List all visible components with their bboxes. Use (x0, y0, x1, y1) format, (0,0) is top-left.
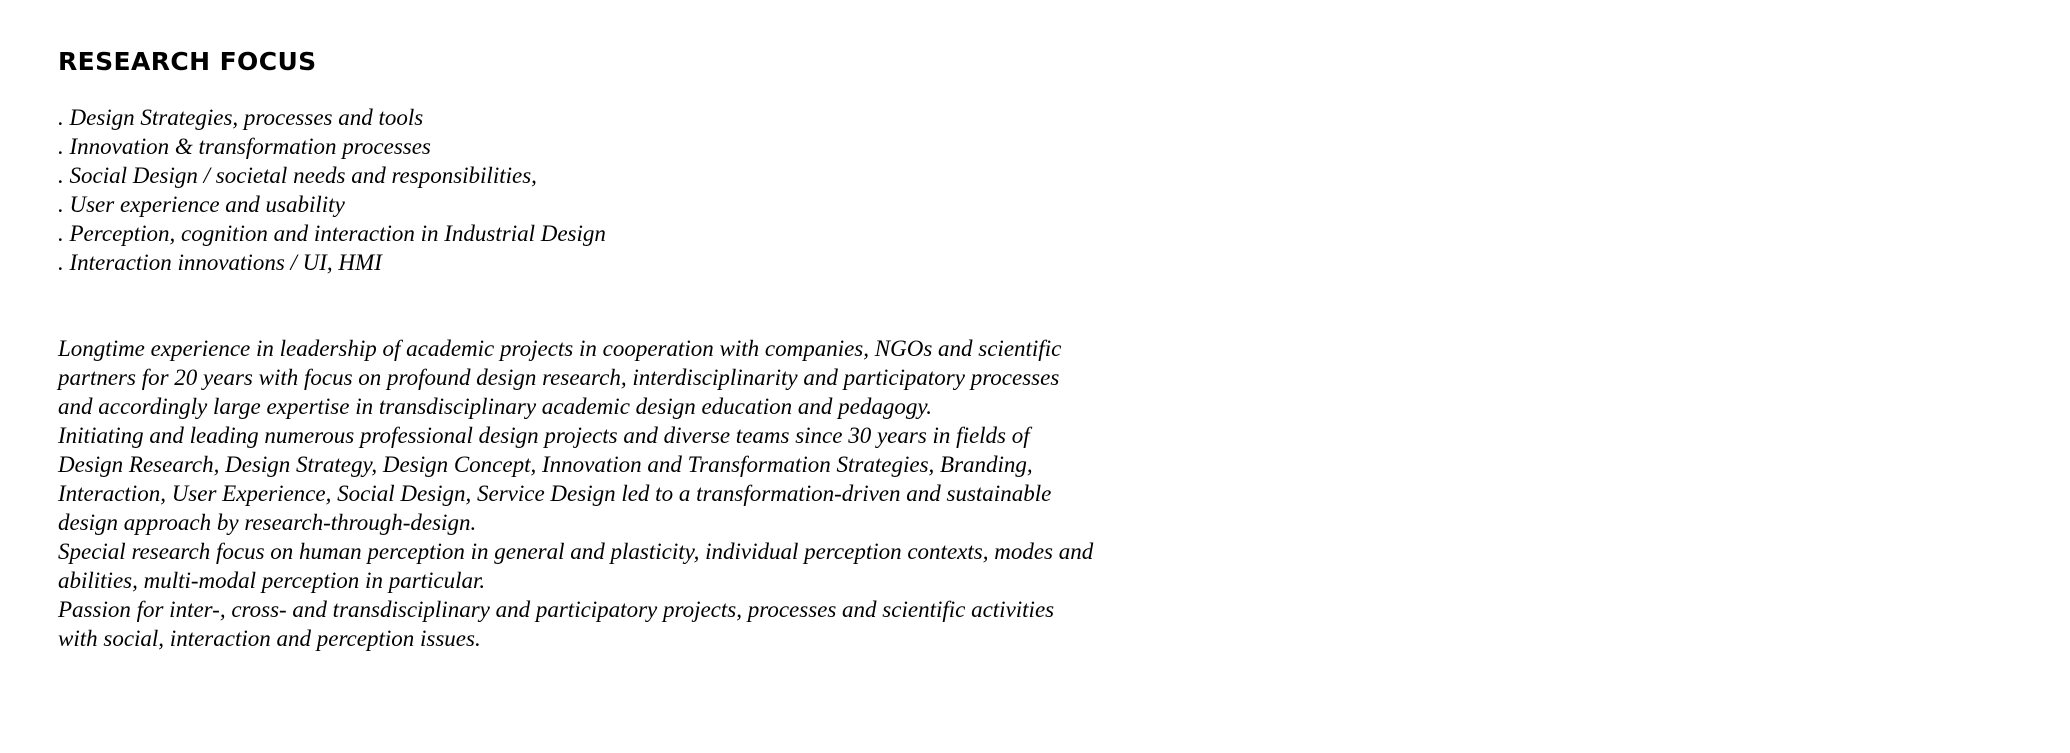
research-focus-section (58, 46, 1098, 653)
description-block (58, 334, 1098, 653)
focus-item: . Social Design / societal needs and responsibilities, (58, 163, 537, 188)
description-paragraph: Passion for inter-, cross- and transdisciplinary and participatory projects, processes and scientific activities with social, interaction and perception issues. (58, 597, 1055, 651)
description-paragraph: Special research focus on human perception in general and plasticity, individual perception contexts, modes and abilities, multi-modal perception in particular. (58, 539, 1094, 593)
focus-item: . User experience and usability (58, 192, 345, 217)
focus-item: . Innovation & transformation processes (58, 134, 431, 159)
focus-item: . Interaction innovations / UI, HMI (58, 250, 382, 275)
section-heading: RESEARCH FOCUS (58, 47, 317, 76)
description-paragraph: Initiating and leading numerous professional design projects and diverse teams since 30 years in fields of Design Research, Design Strategy, Design Concept, Innovation and Transformation Strategies, Branding, Interaction, User Experience, Social Design, Service Design led to a transformation-driven and sustainable design approach by research-through-design. (58, 423, 1052, 535)
focus-item: . Perception, cognition and interaction in Industrial Design (58, 221, 606, 246)
description-paragraph: Longtime experience in leadership of academic projects in cooperation with companies, NGOs and scientific partners for 20 years with focus on profound design research, interdisciplinarity and participatory processes and accordingly large expertise in transdisciplinary academic design education and pedagogy. (58, 336, 1062, 419)
focus-list (58, 103, 1098, 277)
focus-item: . Design Strategies, processes and tools (58, 105, 424, 130)
